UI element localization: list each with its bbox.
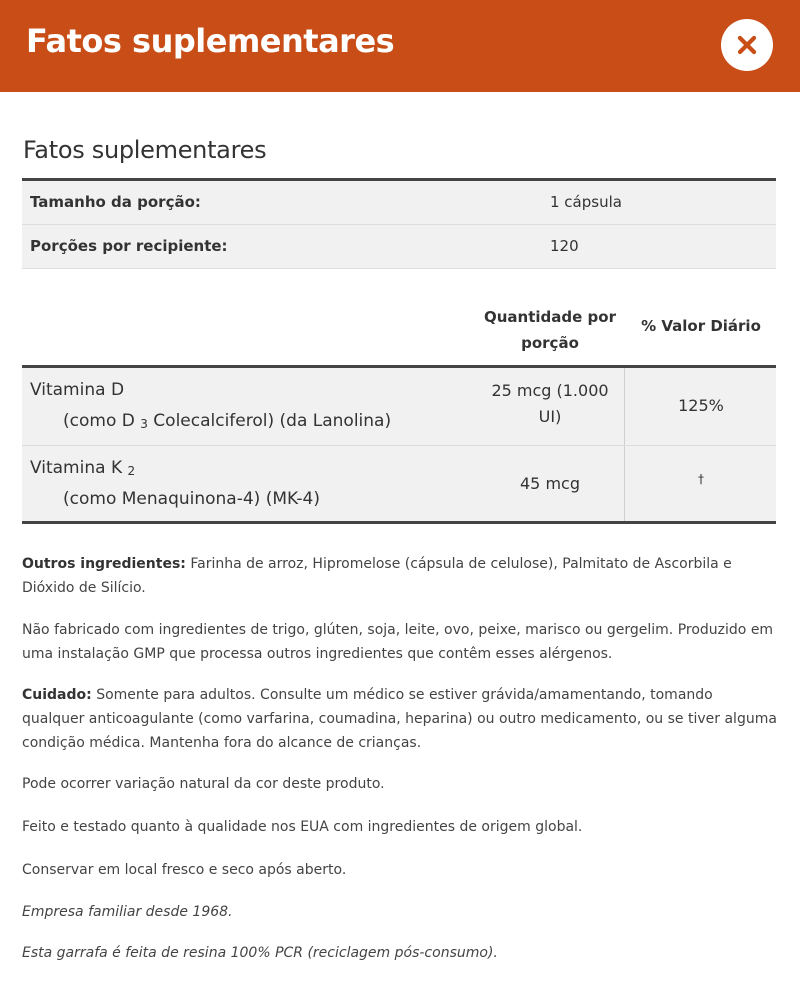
nutrient-daily-value: 125%: [678, 396, 724, 415]
bottle-note: Esta garrafa é feita de resina 100% PCR (reciclagem pós-consumo).: [22, 945, 498, 961]
servings-per-container-value: 120: [550, 237, 579, 255]
nutrient-name: Vitamina K $_2$: [30, 458, 136, 478]
modal-header: [0, 0, 800, 92]
amount-header-line2: porção: [521, 334, 579, 352]
serving-table: [22, 178, 776, 269]
serving-size-row: [22, 181, 776, 225]
nutrient-amount: 45 mcg: [520, 474, 580, 493]
caution-statement: Cuidado: Somente para adultos. Consulte um médico se estiver grávida/amamentando, tomando qualquer anticoagulante (como varfarina, coumadina, heparina) ou outro medicamento, ou se tiver alguma condição médica. Mantenha fora do alcance de crianças.: [22, 687, 777, 751]
servings-per-container-label: Porções por recipiente:: [30, 237, 228, 255]
serving-size-value: 1 cápsula: [550, 193, 622, 211]
servings-per-container-row: [22, 225, 776, 269]
nutrient-source: (como D $_3$ Colecalciferol) (da Lanolina): [63, 411, 392, 431]
made-in-note: Feito e testado quanto à qualidade nos EUA com ingredientes de origem global.: [22, 819, 583, 835]
column-divider: [624, 446, 625, 521]
nutrient-daily-value: †: [698, 472, 704, 486]
family-company-note: Empresa familiar desde 1968.: [22, 904, 233, 920]
amount-column-header: [482, 304, 618, 356]
daily-value-column-header: % Valor Diário: [641, 317, 761, 335]
nutrient-source: (como Menaquinona-4) (MK-4): [63, 489, 320, 509]
nutrient-row-vitamin-k2: [22, 446, 776, 524]
column-divider: [624, 368, 625, 445]
amount-header-line1: Quantidade por: [484, 308, 616, 326]
serving-size-label: Tamanho da porção:: [30, 193, 201, 211]
section-title: Fatos suplementares: [23, 136, 267, 164]
other-ingredients: Outros ingredientes: Farinha de arroz, Hipromelose (cápsula de celulose), Palmitato de Ascorbila e Dióxido de Silício.: [22, 556, 732, 596]
nutrient-row-vitamin-d: [22, 368, 776, 446]
nutrient-amount: 25 mcg (1.000 UI): [491, 381, 609, 426]
nutrient-table-header: [22, 292, 776, 368]
close-icon: [736, 34, 758, 56]
close-button[interactable]: [721, 19, 773, 71]
nutrient-name: Vitamina D: [30, 380, 125, 400]
modal-title: Fatos suplementares: [26, 22, 395, 60]
allergen-statement: Não fabricado com ingredientes de trigo, glúten, soja, leite, ovo, peixe, marisco ou gergelim. Produzido em uma instalação GMP que processa outros ingredientes que contêm esses alérgenos.: [22, 622, 774, 662]
nutrient-table: [22, 292, 776, 524]
color-variation-note: Pode ocorrer variação natural da cor deste produto.: [22, 776, 385, 792]
storage-note: Conservar em local fresco e seco após aberto.: [22, 862, 347, 878]
